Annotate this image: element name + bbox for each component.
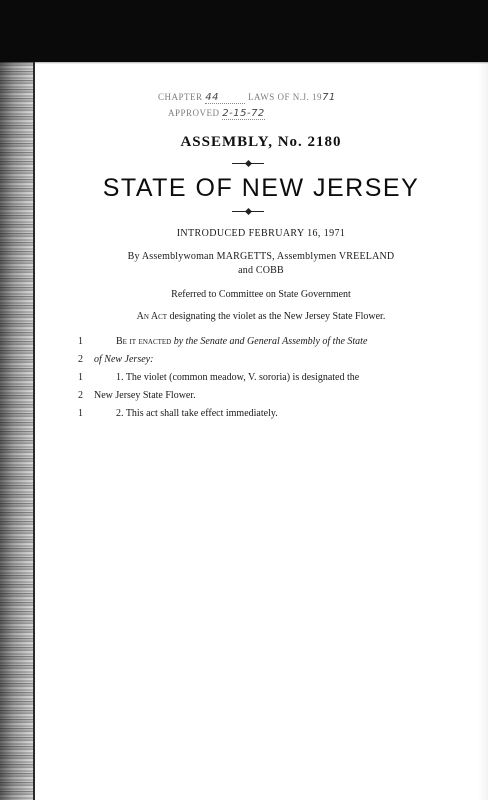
enacting-clause: by the Senate and General Assembly of the State — [171, 336, 368, 347]
act-title-text: designating the violet as the New Jersey State Flower. — [167, 311, 386, 322]
enacting-lead: Be it enacted — [116, 336, 172, 347]
stamp-approved-line — [168, 108, 265, 120]
bill-line-text: of New Jersey: — [94, 354, 154, 365]
divider-rule-bottom — [232, 211, 264, 212]
line-number: 1 — [78, 372, 83, 383]
scan-left-edge — [0, 62, 34, 800]
line-number: 1 — [78, 408, 83, 419]
act-title — [34, 311, 488, 322]
line-number: 1 — [78, 336, 83, 347]
bill-line — [78, 351, 454, 369]
sponsors-line-2: and COBB — [238, 265, 284, 276]
scan-left-edge-line — [33, 62, 35, 800]
stamp-chapter-label: CHAPTER — [158, 92, 203, 102]
stamp-approved-label: APPROVED — [168, 108, 220, 118]
line-number: 2 — [78, 390, 83, 401]
bill-line-text: 2. This act shall take effect immediately. — [116, 408, 278, 419]
chapter-stamp — [150, 92, 350, 128]
state-title: STATE OF NEW JERSEY — [102, 174, 420, 202]
bill-line-text: 1. The violet (common meadow, V. sororia) is designated the — [116, 372, 360, 383]
stamp-approved-date: 2-15-72 — [222, 108, 265, 119]
stamp-laws-label: LAWS OF N.J. 19 — [248, 92, 323, 102]
bill-line — [78, 333, 454, 351]
bill-line — [78, 369, 454, 387]
stamp-chapter-number: 44 — [205, 92, 245, 104]
bill-line-text: New Jersey State Flower. — [94, 390, 196, 401]
divider-rule-top — [232, 163, 264, 164]
stamp-laws-year: 71 — [322, 92, 336, 103]
scan-top-fade — [0, 58, 488, 64]
committee-referral: Referred to Committee on State Government — [171, 289, 351, 300]
sponsors-line-1: By Assemblywoman MARGETTS, Assemblymen VREELAND — [127, 251, 395, 262]
bill-text — [78, 333, 454, 423]
bill-line — [78, 405, 454, 423]
line-number: 2 — [78, 354, 83, 365]
divider-diamond — [245, 208, 252, 215]
act-prefix: An Act — [136, 311, 168, 322]
scan-top-border — [0, 0, 488, 62]
sponsors — [34, 250, 488, 278]
stamp-chapter-line — [158, 92, 336, 104]
scan-right-shadow — [478, 0, 488, 800]
divider-diamond — [245, 160, 252, 167]
assembly-number: ASSEMBLY, No. 2180 — [180, 134, 342, 150]
introduced-date: INTRODUCED FEBRUARY 16, 1971 — [176, 228, 346, 239]
bill-line — [78, 387, 454, 405]
